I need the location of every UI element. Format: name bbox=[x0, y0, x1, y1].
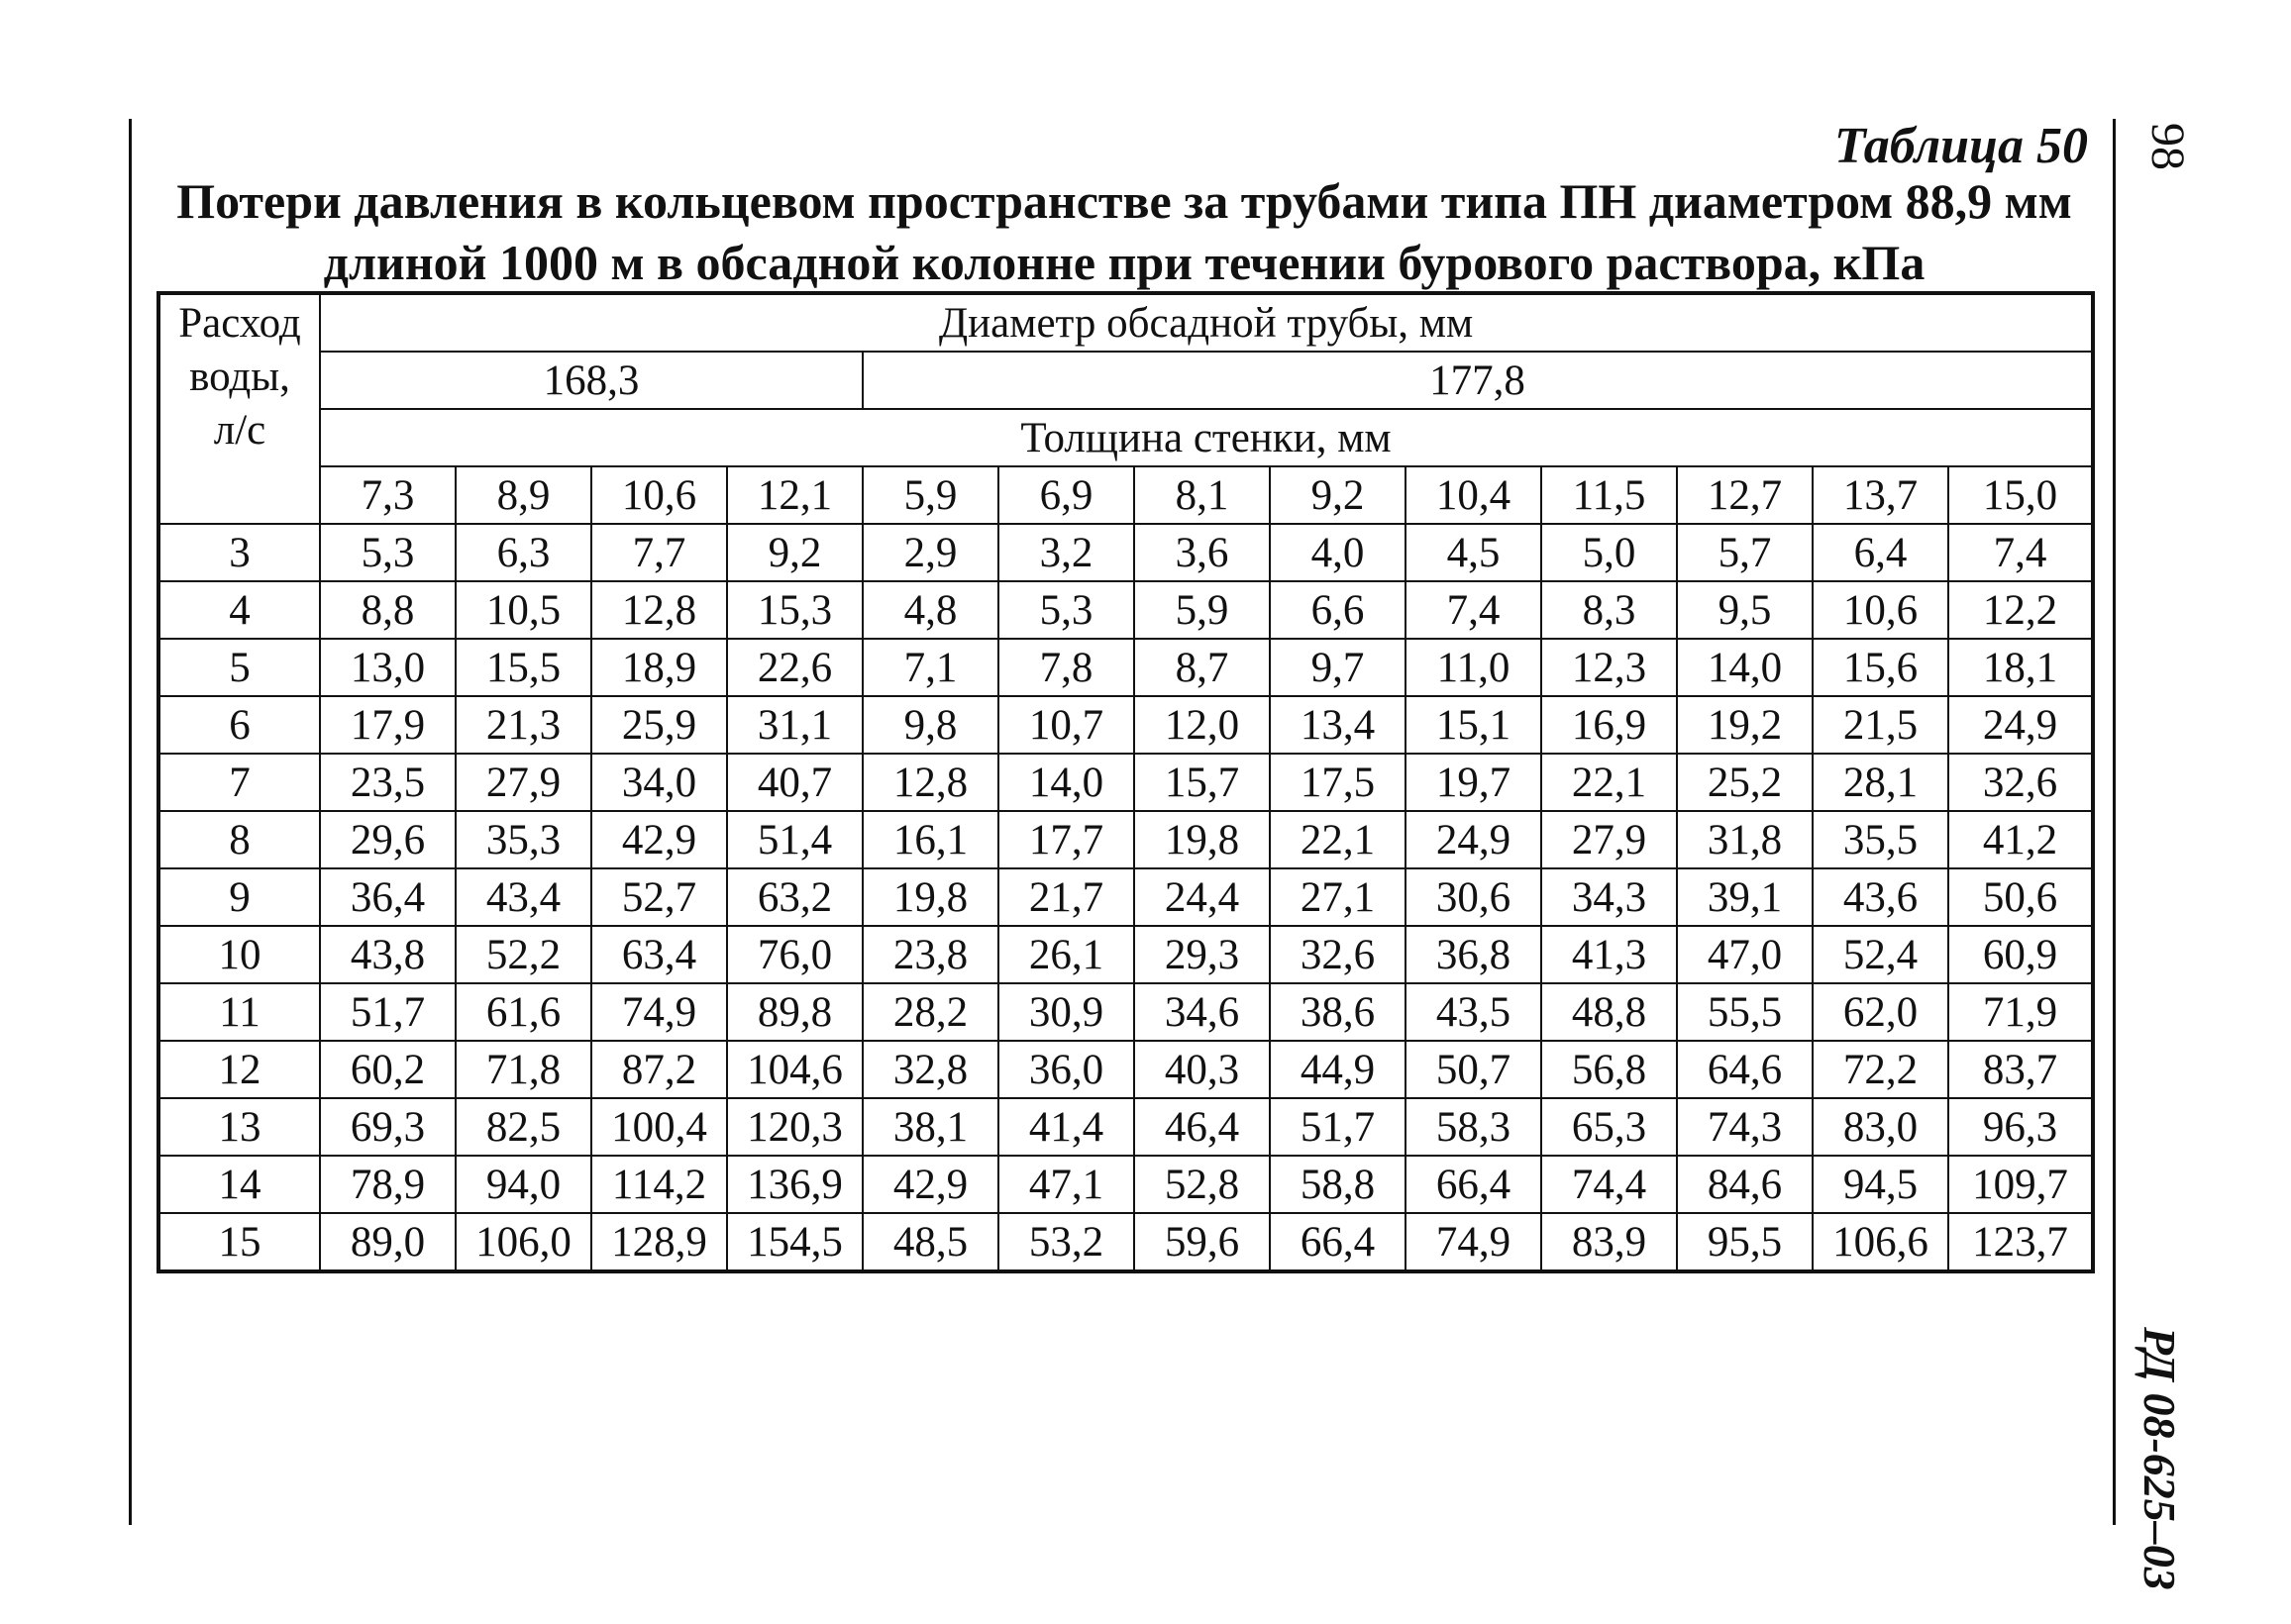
flow-rate-header-line: л/с bbox=[213, 407, 266, 454]
pressure-loss-cell: 44,9 bbox=[1270, 1041, 1406, 1098]
pressure-loss-cell: 36,4 bbox=[320, 868, 456, 926]
pressure-loss-cell: 2,9 bbox=[863, 524, 998, 581]
pressure-loss-cell: 24,9 bbox=[1406, 811, 1541, 868]
pressure-loss-cell: 89,8 bbox=[727, 983, 863, 1041]
pressure-loss-cell: 29,3 bbox=[1134, 926, 1270, 983]
flow-rate-cell: 5 bbox=[158, 639, 320, 696]
pressure-loss-cell: 5,3 bbox=[998, 581, 1134, 639]
header-row-wall-thickness-title bbox=[158, 409, 2093, 466]
pressure-loss-cell: 5,3 bbox=[320, 524, 456, 581]
pressure-loss-cell: 5,0 bbox=[1541, 524, 1677, 581]
pressure-loss-cell: 7,7 bbox=[591, 524, 727, 581]
pressure-loss-cell: 40,7 bbox=[727, 754, 863, 811]
table-caption bbox=[158, 170, 2090, 293]
pressure-loss-cell: 50,7 bbox=[1406, 1041, 1541, 1098]
pressure-loss-cell: 94,0 bbox=[456, 1156, 591, 1213]
pressure-loss-cell: 10,7 bbox=[998, 696, 1134, 754]
wall-thickness-value: 5,9 bbox=[863, 466, 998, 524]
table-row bbox=[158, 1041, 2093, 1098]
pressure-loss-cell: 8,3 bbox=[1541, 581, 1677, 639]
pressure-loss-cell: 82,5 bbox=[456, 1098, 591, 1156]
pressure-loss-cell: 83,0 bbox=[1813, 1098, 1948, 1156]
pressure-loss-cell: 52,2 bbox=[456, 926, 591, 983]
diameter-group-header: 177,8 bbox=[863, 352, 2093, 409]
pressure-loss-cell: 55,5 bbox=[1677, 983, 1813, 1041]
pressure-loss-cell: 27,9 bbox=[1541, 811, 1677, 868]
table-label: Таблица 50 bbox=[1833, 118, 2088, 174]
pressure-loss-cell: 3,2 bbox=[998, 524, 1134, 581]
left-margin-rule bbox=[129, 119, 132, 1525]
header-row-diameter-groups bbox=[158, 352, 2093, 409]
pressure-loss-cell: 72,2 bbox=[1813, 1041, 1948, 1098]
flow-rate-cell: 3 bbox=[158, 524, 320, 581]
pressure-loss-cell: 34,3 bbox=[1541, 868, 1677, 926]
pressure-loss-cell: 46,4 bbox=[1134, 1098, 1270, 1156]
pressure-loss-cell: 12,2 bbox=[1948, 581, 2093, 639]
wall-thickness-value: 12,1 bbox=[727, 466, 863, 524]
pressure-loss-cell: 123,7 bbox=[1948, 1213, 2093, 1271]
pressure-loss-cell: 66,4 bbox=[1406, 1156, 1541, 1213]
pressure-loss-cell: 87,2 bbox=[591, 1041, 727, 1098]
flow-rate-cell: 10 bbox=[158, 926, 320, 983]
pressure-loss-cell: 106,6 bbox=[1813, 1213, 1948, 1271]
flow-rate-cell: 6 bbox=[158, 696, 320, 754]
pressure-loss-cell: 83,9 bbox=[1541, 1213, 1677, 1271]
pressure-loss-cell: 56,8 bbox=[1541, 1041, 1677, 1098]
table-row bbox=[158, 868, 2093, 926]
pressure-loss-cell: 63,2 bbox=[727, 868, 863, 926]
pressure-loss-cell: 22,1 bbox=[1270, 811, 1406, 868]
pressure-loss-cell: 17,7 bbox=[998, 811, 1134, 868]
pressure-loss-cell: 36,0 bbox=[998, 1041, 1134, 1098]
pressure-loss-cell: 14,0 bbox=[1677, 639, 1813, 696]
pressure-loss-cell: 21,7 bbox=[998, 868, 1134, 926]
table-header bbox=[158, 293, 2093, 524]
pressure-loss-cell: 74,4 bbox=[1541, 1156, 1677, 1213]
pressure-loss-cell: 17,5 bbox=[1270, 754, 1406, 811]
table-row bbox=[158, 1213, 2093, 1271]
wall-thickness-value: 10,4 bbox=[1406, 466, 1541, 524]
pressure-loss-cell: 60,2 bbox=[320, 1041, 456, 1098]
wall-thickness-value: 11,5 bbox=[1541, 466, 1677, 524]
pressure-loss-cell: 42,9 bbox=[863, 1156, 998, 1213]
pressure-loss-cell: 95,5 bbox=[1677, 1213, 1813, 1271]
pressure-loss-cell: 51,4 bbox=[727, 811, 863, 868]
pressure-loss-cell: 43,4 bbox=[456, 868, 591, 926]
flow-rate-cell: 12 bbox=[158, 1041, 320, 1098]
pressure-loss-cell: 12,0 bbox=[1134, 696, 1270, 754]
pressure-loss-cell: 19,8 bbox=[863, 868, 998, 926]
pressure-loss-cell: 69,3 bbox=[320, 1098, 456, 1156]
pressure-loss-cell: 28,1 bbox=[1813, 754, 1948, 811]
pressure-loss-cell: 34,0 bbox=[591, 754, 727, 811]
pressure-loss-cell: 32,6 bbox=[1948, 754, 2093, 811]
pressure-loss-cell: 9,8 bbox=[863, 696, 998, 754]
header-row-diameter bbox=[158, 293, 2093, 352]
flow-rate-header-line: воды, bbox=[189, 354, 290, 400]
pressure-loss-cell: 62,0 bbox=[1813, 983, 1948, 1041]
pressure-loss-cell: 7,4 bbox=[1948, 524, 2093, 581]
pressure-loss-cell: 27,1 bbox=[1270, 868, 1406, 926]
pressure-loss-cell: 17,9 bbox=[320, 696, 456, 754]
pressure-loss-cell: 59,6 bbox=[1134, 1213, 1270, 1271]
pressure-loss-cell: 48,5 bbox=[863, 1213, 998, 1271]
pressure-loss-cell: 4,5 bbox=[1406, 524, 1541, 581]
pressure-loss-cell: 13,0 bbox=[320, 639, 456, 696]
pressure-loss-cell: 25,9 bbox=[591, 696, 727, 754]
table-row bbox=[158, 811, 2093, 868]
pressure-loss-cell: 109,7 bbox=[1948, 1156, 2093, 1213]
pressure-loss-cell: 104,6 bbox=[727, 1041, 863, 1098]
pressure-loss-cell: 154,5 bbox=[727, 1213, 863, 1271]
pressure-loss-cell: 7,1 bbox=[863, 639, 998, 696]
pressure-loss-cell: 34,6 bbox=[1134, 983, 1270, 1041]
pressure-loss-cell: 94,5 bbox=[1813, 1156, 1948, 1213]
pressure-loss-cell: 71,8 bbox=[456, 1041, 591, 1098]
pressure-loss-cell: 50,6 bbox=[1948, 868, 2093, 926]
pressure-loss-cell: 32,8 bbox=[863, 1041, 998, 1098]
pressure-loss-cell: 30,9 bbox=[998, 983, 1134, 1041]
pressure-loss-cell: 14,0 bbox=[998, 754, 1134, 811]
table-row bbox=[158, 581, 2093, 639]
caption-line-2: длиной 1000 м в обсадной колонне при течении бурового раствора, кПа bbox=[323, 235, 1926, 290]
pressure-loss-cell: 12,8 bbox=[863, 754, 998, 811]
pressure-loss-cell: 10,5 bbox=[456, 581, 591, 639]
pressure-loss-cell: 40,3 bbox=[1134, 1041, 1270, 1098]
pressure-loss-cell: 47,1 bbox=[998, 1156, 1134, 1213]
pressure-loss-cell: 64,6 bbox=[1677, 1041, 1813, 1098]
table-row bbox=[158, 926, 2093, 983]
pressure-loss-cell: 36,8 bbox=[1406, 926, 1541, 983]
pressure-loss-cell: 65,3 bbox=[1541, 1098, 1677, 1156]
pressure-loss-cell: 30,6 bbox=[1406, 868, 1541, 926]
pressure-loss-cell: 52,4 bbox=[1813, 926, 1948, 983]
pressure-loss-cell: 74,9 bbox=[591, 983, 727, 1041]
pressure-loss-cell: 16,1 bbox=[863, 811, 998, 868]
wall-thickness-value: 8,1 bbox=[1134, 466, 1270, 524]
pressure-loss-cell: 26,1 bbox=[998, 926, 1134, 983]
pressure-loss-cell: 31,1 bbox=[727, 696, 863, 754]
flow-rate-cell: 15 bbox=[158, 1213, 320, 1271]
pressure-loss-cell: 61,6 bbox=[456, 983, 591, 1041]
pressure-loss-cell: 13,4 bbox=[1270, 696, 1406, 754]
pressure-loss-cell: 8,8 bbox=[320, 581, 456, 639]
table-row bbox=[158, 1156, 2093, 1213]
pressure-loss-cell: 63,4 bbox=[591, 926, 727, 983]
pressure-loss-cell: 25,2 bbox=[1677, 754, 1813, 811]
pressure-loss-cell: 5,9 bbox=[1134, 581, 1270, 639]
pressure-loss-cell: 7,8 bbox=[998, 639, 1134, 696]
table-row bbox=[158, 1098, 2093, 1156]
diameter-group-header: 168,3 bbox=[320, 352, 863, 409]
pressure-loss-table bbox=[156, 291, 2095, 1273]
pressure-loss-cell: 100,4 bbox=[591, 1098, 727, 1156]
pressure-loss-cell: 43,8 bbox=[320, 926, 456, 983]
pressure-loss-cell: 74,9 bbox=[1406, 1213, 1541, 1271]
pressure-loss-cell: 22,1 bbox=[1541, 754, 1677, 811]
pressure-loss-cell: 96,3 bbox=[1948, 1098, 2093, 1156]
pressure-loss-cell: 9,5 bbox=[1677, 581, 1813, 639]
pressure-loss-cell: 29,6 bbox=[320, 811, 456, 868]
pressure-loss-cell: 15,3 bbox=[727, 581, 863, 639]
pressure-loss-cell: 41,2 bbox=[1948, 811, 2093, 868]
casing-diameter-header: Диаметр обсадной трубы, мм bbox=[320, 293, 2093, 352]
pressure-loss-cell: 19,2 bbox=[1677, 696, 1813, 754]
pressure-loss-cell: 4,0 bbox=[1270, 524, 1406, 581]
header-row-wall-thickness-values bbox=[158, 466, 2093, 524]
pressure-loss-cell: 28,2 bbox=[863, 983, 998, 1041]
table-row bbox=[158, 639, 2093, 696]
pressure-loss-cell: 128,9 bbox=[591, 1213, 727, 1271]
wall-thickness-value: 13,7 bbox=[1813, 466, 1948, 524]
pressure-loss-cell: 51,7 bbox=[320, 983, 456, 1041]
flow-rate-cell: 11 bbox=[158, 983, 320, 1041]
pressure-loss-cell: 21,3 bbox=[456, 696, 591, 754]
pressure-loss-cell: 23,5 bbox=[320, 754, 456, 811]
pressure-loss-cell: 9,7 bbox=[1270, 639, 1406, 696]
pressure-loss-cell: 32,6 bbox=[1270, 926, 1406, 983]
document-code: РД 08-625–03 bbox=[2135, 1327, 2185, 1590]
pressure-loss-cell: 4,8 bbox=[863, 581, 998, 639]
pressure-loss-cell: 27,9 bbox=[456, 754, 591, 811]
pressure-loss-cell: 114,2 bbox=[591, 1156, 727, 1213]
pressure-loss-cell: 89,0 bbox=[320, 1213, 456, 1271]
wall-thickness-value: 8,9 bbox=[456, 466, 591, 524]
pressure-loss-cell: 6,4 bbox=[1813, 524, 1948, 581]
pressure-loss-cell: 31,8 bbox=[1677, 811, 1813, 868]
pressure-loss-cell: 15,5 bbox=[456, 639, 591, 696]
pressure-loss-cell: 6,3 bbox=[456, 524, 591, 581]
pressure-loss-cell: 19,8 bbox=[1134, 811, 1270, 868]
pressure-loss-cell: 41,3 bbox=[1541, 926, 1677, 983]
pressure-loss-cell: 24,9 bbox=[1948, 696, 2093, 754]
flow-rate-cell: 13 bbox=[158, 1098, 320, 1156]
pressure-loss-cell: 9,2 bbox=[727, 524, 863, 581]
pressure-loss-cell: 106,0 bbox=[456, 1213, 591, 1271]
pressure-loss-cell: 23,8 bbox=[863, 926, 998, 983]
pressure-loss-cell: 35,3 bbox=[456, 811, 591, 868]
pressure-loss-cell: 120,3 bbox=[727, 1098, 863, 1156]
pressure-loss-cell: 10,6 bbox=[1813, 581, 1948, 639]
pressure-loss-cell: 84,6 bbox=[1677, 1156, 1813, 1213]
pressure-loss-cell: 52,8 bbox=[1134, 1156, 1270, 1213]
pressure-loss-cell: 38,1 bbox=[863, 1098, 998, 1156]
pressure-loss-cell: 43,6 bbox=[1813, 868, 1948, 926]
pressure-loss-cell: 3,6 bbox=[1134, 524, 1270, 581]
pressure-loss-cell: 76,0 bbox=[727, 926, 863, 983]
wall-thickness-value: 7,3 bbox=[320, 466, 456, 524]
pressure-loss-cell: 15,7 bbox=[1134, 754, 1270, 811]
pressure-loss-cell: 22,6 bbox=[727, 639, 863, 696]
pressure-loss-cell: 48,8 bbox=[1541, 983, 1677, 1041]
caption-line-1: Потери давления в кольцевом пространстве за трубами типа ПН диаметром 88,9 мм bbox=[176, 173, 2072, 229]
pressure-loss-cell: 71,9 bbox=[1948, 983, 2093, 1041]
pressure-loss-cell: 12,3 bbox=[1541, 639, 1677, 696]
wall-thickness-value: 15,0 bbox=[1948, 466, 2093, 524]
table-row bbox=[158, 754, 2093, 811]
wall-thickness-value: 12,7 bbox=[1677, 466, 1813, 524]
wall-thickness-header: Толщина стенки, мм bbox=[320, 409, 2093, 466]
pressure-loss-cell: 18,9 bbox=[591, 639, 727, 696]
pressure-loss-cell: 42,9 bbox=[591, 811, 727, 868]
pressure-loss-cell: 19,7 bbox=[1406, 754, 1541, 811]
wall-thickness-value: 6,9 bbox=[998, 466, 1134, 524]
pressure-loss-cell: 58,3 bbox=[1406, 1098, 1541, 1156]
wall-thickness-value: 10,6 bbox=[591, 466, 727, 524]
pressure-loss-cell: 5,7 bbox=[1677, 524, 1813, 581]
wall-thickness-value: 9,2 bbox=[1270, 466, 1406, 524]
pressure-loss-cell: 35,5 bbox=[1813, 811, 1948, 868]
pressure-loss-cell: 8,7 bbox=[1134, 639, 1270, 696]
pressure-loss-cell: 83,7 bbox=[1948, 1041, 2093, 1098]
flow-rate-cell: 4 bbox=[158, 581, 320, 639]
pressure-loss-cell: 38,6 bbox=[1270, 983, 1406, 1041]
pressure-loss-cell: 43,5 bbox=[1406, 983, 1541, 1041]
flow-rate-header bbox=[158, 293, 320, 524]
pressure-loss-cell: 12,8 bbox=[591, 581, 727, 639]
pressure-loss-cell: 11,0 bbox=[1406, 639, 1541, 696]
pressure-loss-cell: 15,1 bbox=[1406, 696, 1541, 754]
pressure-loss-cell: 66,4 bbox=[1270, 1213, 1406, 1271]
table-row bbox=[158, 524, 2093, 581]
pressure-loss-cell: 15,6 bbox=[1813, 639, 1948, 696]
pressure-loss-cell: 7,4 bbox=[1406, 581, 1541, 639]
pressure-loss-cell: 78,9 bbox=[320, 1156, 456, 1213]
table-row bbox=[158, 696, 2093, 754]
flow-rate-cell: 7 bbox=[158, 754, 320, 811]
pressure-loss-cell: 39,1 bbox=[1677, 868, 1813, 926]
pressure-loss-cell: 60,9 bbox=[1948, 926, 2093, 983]
pressure-loss-cell: 136,9 bbox=[727, 1156, 863, 1213]
table-body bbox=[158, 524, 2093, 1271]
pressure-loss-cell: 58,8 bbox=[1270, 1156, 1406, 1213]
flow-rate-cell: 14 bbox=[158, 1156, 320, 1213]
page-number: 98 bbox=[2141, 123, 2194, 170]
pressure-loss-cell: 52,7 bbox=[591, 868, 727, 926]
pressure-loss-cell: 41,4 bbox=[998, 1098, 1134, 1156]
pressure-loss-cell: 18,1 bbox=[1948, 639, 2093, 696]
flow-rate-cell: 9 bbox=[158, 868, 320, 926]
flow-rate-cell: 8 bbox=[158, 811, 320, 868]
pressure-loss-cell: 16,9 bbox=[1541, 696, 1677, 754]
pressure-loss-cell: 47,0 bbox=[1677, 926, 1813, 983]
pressure-loss-cell: 53,2 bbox=[998, 1213, 1134, 1271]
flow-rate-header-line: Расход bbox=[178, 300, 301, 347]
table-row bbox=[158, 983, 2093, 1041]
pressure-loss-cell: 6,6 bbox=[1270, 581, 1406, 639]
pressure-loss-cell: 21,5 bbox=[1813, 696, 1948, 754]
pressure-loss-cell: 74,3 bbox=[1677, 1098, 1813, 1156]
right-margin-rule bbox=[2113, 119, 2116, 1525]
pressure-loss-cell: 24,4 bbox=[1134, 868, 1270, 926]
pressure-loss-cell: 51,7 bbox=[1270, 1098, 1406, 1156]
